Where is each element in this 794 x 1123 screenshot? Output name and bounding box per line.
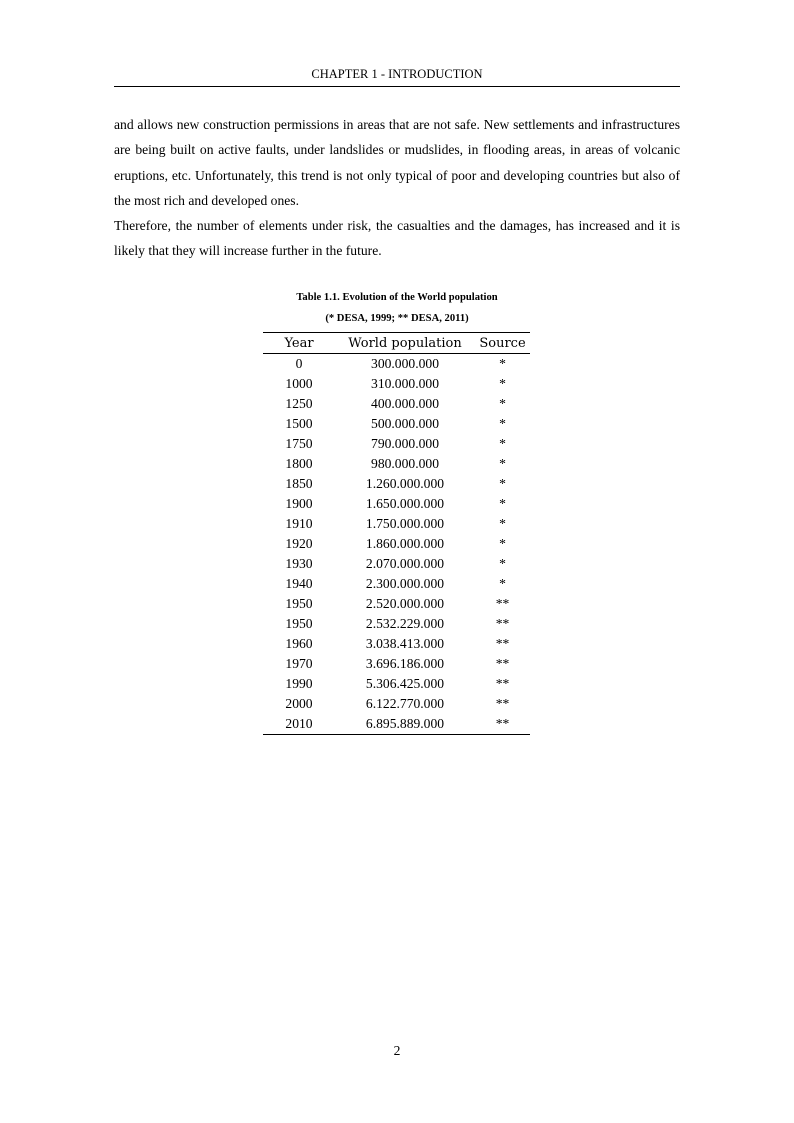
page-number: 2: [393, 1043, 401, 1058]
population-cell: 6.895.889.000: [365, 716, 445, 731]
body-text: [114, 112, 680, 264]
table-row: [263, 414, 530, 434]
year-cell: 1850: [285, 476, 313, 491]
table-row: [263, 394, 530, 414]
year-cell: 1800: [285, 456, 313, 471]
table-row: [263, 554, 530, 574]
table-row: [263, 714, 530, 735]
year-cell: 1750: [285, 436, 313, 451]
source-cell: **: [495, 636, 510, 651]
paragraph: Therefore, the number of elements under risk, the casualties and the damages, has increased and it is likely that they will increase further in the future.: [114, 218, 680, 259]
table-row: [263, 674, 530, 694]
population-cell: 1.260.000.000: [365, 476, 445, 491]
source-cell: *: [499, 576, 506, 591]
table-body: [263, 354, 530, 735]
table-row: [263, 534, 530, 554]
year-cell: 1900: [285, 496, 313, 511]
table-row: [263, 494, 530, 514]
source-cell: *: [499, 396, 506, 411]
population-cell: 2.300.000.000: [365, 576, 445, 591]
running-header: CHAPTER 1 - INTRODUCTION: [311, 67, 483, 81]
population-cell: 1.650.000.000: [365, 496, 445, 511]
source-cell: *: [499, 516, 506, 531]
year-cell: 1000: [285, 376, 313, 391]
year-cell: 1910: [285, 516, 313, 531]
table-row: [263, 454, 530, 474]
table-row: [263, 694, 530, 714]
column-header-year: Year: [263, 333, 335, 354]
population-cell: 3.038.413.000: [365, 636, 445, 651]
source-cell: **: [495, 716, 510, 731]
population-cell: 790.000.000: [371, 436, 439, 451]
year-cell: 1500: [285, 416, 313, 431]
population-table: [263, 332, 530, 735]
source-cell: **: [495, 696, 510, 711]
population-cell: 1.860.000.000: [365, 536, 445, 551]
year-cell: 1920: [285, 536, 313, 551]
table-row: [263, 594, 530, 614]
table-row: [263, 434, 530, 454]
population-cell: 400.000.000: [371, 396, 439, 411]
source-cell: *: [499, 456, 506, 471]
table-row: [263, 374, 530, 394]
source-cell: **: [495, 656, 510, 671]
year-cell: 2010: [285, 716, 313, 731]
year-cell: 1250: [285, 396, 313, 411]
population-cell: 310.000.000: [371, 376, 439, 391]
table-row: [263, 354, 530, 375]
year-cell: 1950: [285, 596, 313, 611]
source-cell: *: [499, 556, 506, 571]
source-cell: **: [495, 596, 510, 611]
year-cell: 1990: [285, 676, 313, 691]
table-row: [263, 634, 530, 654]
paragraph: and allows new construction permissions in areas that are not safe. New settlements and infrastructures are being built on active faults, under landslides or mudslides, in flooding areas, in areas of volcanic eruptions, etc. Unfortunately, this trend is not only typical of poor and developing countries but also of the most rich and developed ones.: [114, 117, 680, 208]
population-cell: 2.070.000.000: [365, 556, 445, 571]
year-cell: 2000: [285, 696, 313, 711]
source-cell: *: [499, 416, 506, 431]
year-cell: 1960: [285, 636, 313, 651]
population-cell: 6.122.770.000: [365, 696, 445, 711]
population-cell: 300.000.000: [371, 356, 439, 371]
year-cell: 0: [295, 356, 303, 371]
source-cell: *: [499, 356, 506, 371]
table-row: [263, 574, 530, 594]
population-cell: 1.750.000.000: [365, 516, 445, 531]
column-header-population: World population: [335, 333, 475, 354]
year-cell: 1950: [285, 616, 313, 631]
source-cell: *: [499, 496, 506, 511]
table-header-row: [263, 333, 530, 354]
year-cell: 1940: [285, 576, 313, 591]
source-cell: **: [495, 616, 510, 631]
table-row: [263, 614, 530, 634]
population-cell: 2.532.229.000: [365, 616, 445, 631]
table-row: [263, 654, 530, 674]
population-cell: 3.696.186.000: [365, 656, 445, 671]
source-cell: *: [499, 376, 506, 391]
source-cell: *: [499, 436, 506, 451]
source-cell: *: [499, 476, 506, 491]
source-cell: *: [499, 536, 506, 551]
header-rule: [114, 86, 680, 87]
population-cell: 980.000.000: [371, 456, 439, 471]
table-source-note: (* DESA, 1999; ** DESA, 2011): [325, 313, 469, 324]
source-cell: **: [495, 676, 510, 691]
population-cell: 2.520.000.000: [365, 596, 445, 611]
year-cell: 1970: [285, 656, 313, 671]
population-cell: 500.000.000: [371, 416, 439, 431]
column-header-source: Source: [475, 333, 530, 354]
year-cell: 1930: [285, 556, 313, 571]
table-caption: Table 1.1. Evolution of the World population: [296, 292, 498, 303]
population-cell: 5.306.425.000: [365, 676, 445, 691]
table-row: [263, 474, 530, 494]
table-row: [263, 514, 530, 534]
